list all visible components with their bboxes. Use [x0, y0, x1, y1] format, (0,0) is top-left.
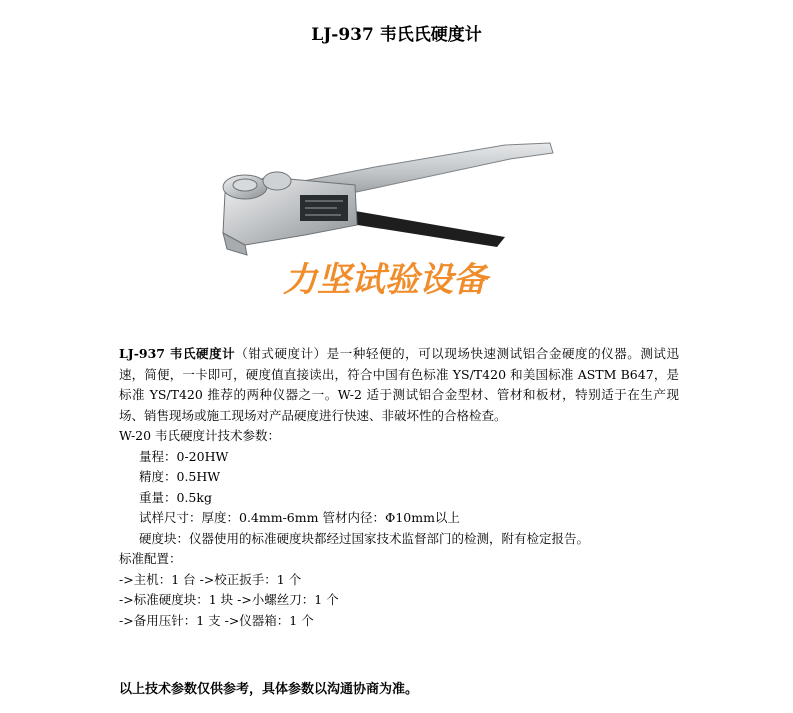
intro-paragraph [119, 344, 679, 426]
spec-sample-size: 试样尺寸：厚度：0.4mm-6mm 管材内径：Ф10mm以上 [139, 510, 460, 525]
product-name: LJ-937 韦氏硬度计 [119, 346, 236, 361]
main-content [119, 344, 679, 631]
spec-range: 量程：0-20HW [139, 448, 229, 464]
config-line-1: ->主机：1 台 ->校正扳手：1 个 [119, 571, 302, 587]
brand-watermark: 力坚试验设备 [283, 260, 487, 300]
config-line-3: ->备用压针：1 支 ->仪器箱：1 个 [119, 612, 314, 628]
config-heading: 标准配置： [119, 551, 182, 566]
footer-note: 以上技术参数仅供参考，具体参数以沟通协商为准。 [119, 682, 419, 697]
hardness-tester-pliers-icon [205, 115, 565, 310]
product-description: （钳式硬度计）是一种轻便的，可以现场快速测试铝合金硬度的仪器。测试迅速，简便，一卡即可，硬度值直接读出，符合中国有色标准 YS/T420 和美国标准 ASTM B647，是标准 YS/T420 推荐的两种仪器之一。W-2 适于测试铝合金型材、管材和板材，特别适于在生产现场、销售现场或施工现场对产品硬度进行快速、非破坏性的合格检查。 [119, 346, 679, 423]
spec-hardness-block: 硬度块：仪器使用的标准硬度块都经过国家技术监督部门的检测，附有检定报告。 [139, 530, 590, 546]
config-line-2: ->标准硬度块：1 块 ->小螺丝刀：1 个 [119, 592, 339, 607]
page-title: LJ-937 韦氏氏硬度计 [311, 25, 482, 45]
product-image [205, 115, 565, 310]
specs-heading: W-20 韦氏硬度计技术参数： [119, 428, 281, 443]
spec-precision: 精度：0.5HW [139, 469, 221, 484]
spec-weight: 重量：0.5kg [139, 489, 212, 505]
